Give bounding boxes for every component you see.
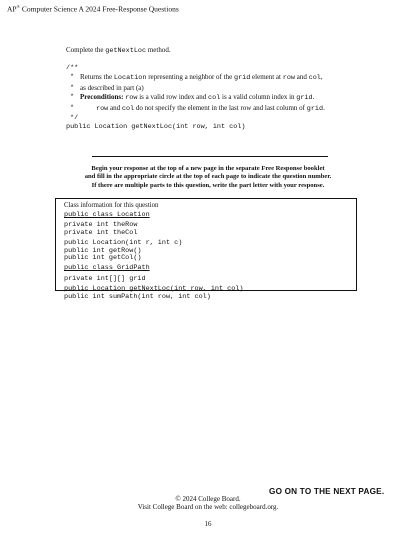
doc-text: . [312, 93, 315, 102]
doc-text: Returns the [80, 73, 113, 82]
prompt-post: method. [147, 46, 171, 54]
gridpath-class-header: public class GridPath [64, 264, 150, 273]
doc-line-3: * Preconditions: row is a valid row index and col is a valid column index in grid. [70, 93, 315, 103]
location-method: public int getRow() [64, 246, 142, 255]
response-instructions [50, 165, 366, 190]
question-prompt [66, 46, 171, 55]
doc-code: col [208, 94, 221, 103]
doc-preconditions-label: Preconditions: [80, 93, 124, 102]
page-footer [0, 495, 416, 512]
go-on-notice: GO ON TO THE NEXT PAGE. [269, 487, 385, 496]
doc-code: Location [113, 74, 147, 83]
doc-code: row [96, 104, 109, 113]
prompt-pre: Complete the [66, 46, 104, 54]
instruction-line: If there are multiple parts to this question, write the part letter with your response. [91, 181, 325, 189]
gridpath-method: public int sumPath(int row, int col) [64, 292, 211, 301]
page-header [7, 4, 179, 14]
doc-code: row [282, 74, 295, 83]
doc-text: . [323, 103, 325, 112]
location-method: public int getCol() [64, 254, 142, 263]
doc-text: and [110, 103, 121, 112]
gridpath-method: public Location getNextLoc(int row, int col) [64, 285, 244, 294]
doc-close: */ [70, 114, 79, 123]
location-field: private int theCol [64, 228, 138, 237]
instruction-line: Begin your response at the top of a new page in the separate Free Response booklet [91, 165, 325, 172]
doc-text: representing a neighbor of the [148, 73, 233, 82]
doc-line-4: * row and col do not specify the element in the last row and last column of grid. [70, 103, 325, 113]
header-prefix: AP [7, 4, 17, 14]
doc-text: is a valid row index and [139, 93, 207, 102]
doc-text: as described in part (a) [80, 83, 144, 92]
location-class-header: public class Location [64, 211, 150, 219]
registered-mark: ® [16, 4, 21, 9]
prompt-method-name: getNextLoc [105, 47, 147, 55]
doc-text: and [296, 73, 307, 82]
copyright-line: © 2024 College Board. [175, 495, 241, 503]
gridpath-field: private int[][] grid [64, 274, 146, 283]
divider-line [92, 156, 328, 157]
location-field: private int theRow [64, 221, 138, 230]
doc-text: is a valid column index in [222, 93, 295, 102]
visit-line: Visit College Board on the web: collegeboard.org. [137, 503, 279, 512]
doc-text: , [320, 73, 323, 82]
class-info-caption: Class information for this question [64, 202, 159, 209]
header-title: Computer Science A 2024 Free-Response Questions [21, 4, 179, 14]
instruction-line: and fill in the appropriate circle at the top of each page to indicate the question number. [84, 173, 332, 181]
page-number: 16 [204, 520, 212, 528]
doc-code: col [308, 74, 321, 83]
method-doc-comment [66, 64, 325, 133]
doc-line-1: * Returns the Location representing a neighbor of the grid element at row and col, [70, 73, 323, 83]
doc-code: grid [233, 74, 251, 83]
doc-code: grid [296, 94, 313, 103]
method-signature: public Location getNextLoc(int row, int col) [66, 123, 246, 132]
doc-code: row [125, 94, 138, 103]
doc-text: element at [252, 73, 281, 82]
doc-code: grid [306, 104, 324, 113]
doc-text: do not specify the element in the last row and last column of [135, 103, 305, 112]
doc-open: /** [66, 64, 79, 72]
doc-code: col [121, 104, 135, 113]
class-information-box [55, 198, 357, 301]
doc-line-2: * as described in part (a) [70, 83, 144, 92]
location-method: public Location(int r, int c) [64, 239, 183, 248]
